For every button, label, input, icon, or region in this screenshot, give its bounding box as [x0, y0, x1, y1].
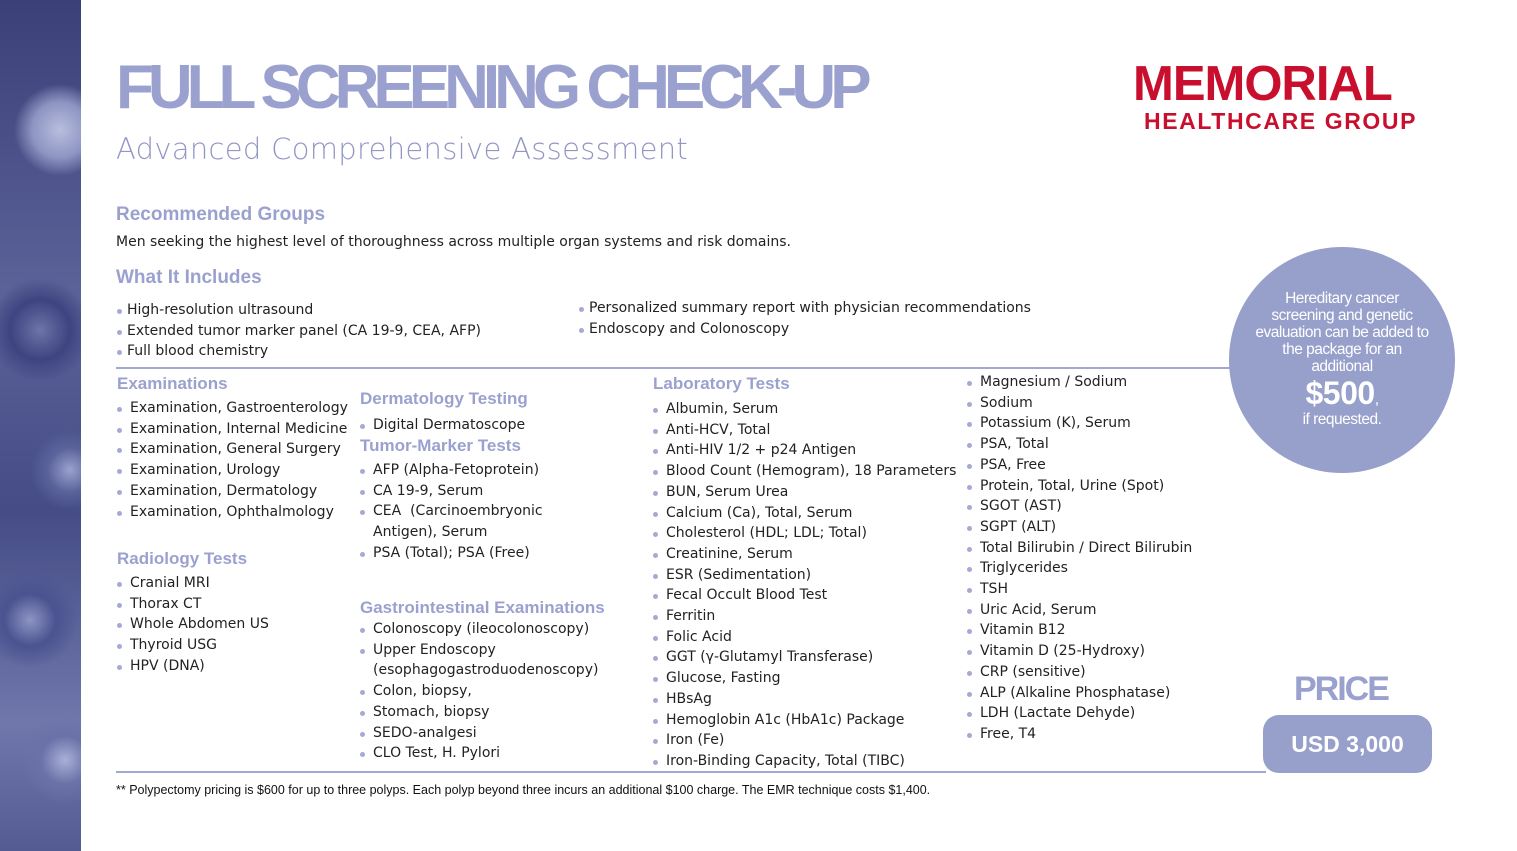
- list-item: Fecal Occult Blood Test: [652, 585, 956, 606]
- list-item: HPV (DNA): [116, 656, 269, 677]
- list-item: Examination, Ophthalmology: [116, 502, 348, 523]
- list-item: PSA (Total); PSA (Free): [359, 543, 543, 564]
- list-item: Vitamin B12: [966, 620, 1192, 641]
- list-item: Sodium: [966, 393, 1192, 414]
- list-item: Protein, Total, Urine (Spot): [966, 476, 1192, 497]
- decorative-cell-image-strip: [0, 0, 81, 851]
- gastro-heading: Gastrointestinal Examinations: [360, 598, 605, 617]
- list-item: ALP (Alkaline Phosphatase): [966, 683, 1192, 704]
- list-item: LDH (Lactate Dehyde): [966, 703, 1192, 724]
- list-item: CA 19-9, Serum: [359, 481, 543, 502]
- dermatology-list: [359, 415, 525, 436]
- list-item: Cholesterol (HDL; LDL; Total): [652, 523, 956, 544]
- list-item: High-resolution ultrasound: [116, 300, 481, 321]
- list-item: Creatinine, Serum: [652, 544, 956, 565]
- list-item: Upper Endoscopy (esophagogastroduodenoscopy): [359, 640, 598, 681]
- list-item: PSA, Free: [966, 455, 1192, 476]
- list-item: GGT (γ-Glutamyl Transferase): [652, 647, 956, 668]
- includes-list-right: [578, 298, 1031, 339]
- list-item: Hemoglobin A1c (HbA1c) Package: [652, 710, 956, 731]
- list-item: AFP (Alpha-Fetoprotein): [359, 460, 543, 481]
- lab-list-col1: [652, 399, 956, 772]
- list-item: ESR (Sedimentation): [652, 565, 956, 586]
- list-item: TSH: [966, 579, 1192, 600]
- list-item: Triglycerides: [966, 558, 1192, 579]
- lab-heading: Laboratory Tests: [653, 374, 790, 393]
- divider-top: [116, 367, 1236, 369]
- list-item: Ferritin: [652, 606, 956, 627]
- tumor-marker-list: [359, 460, 543, 564]
- list-item: Full blood chemistry: [116, 341, 481, 362]
- list-item: Albumin, Serum: [652, 399, 956, 420]
- list-item: Examination, Internal Medicine: [116, 419, 348, 440]
- price-value-badge: USD 3,000: [1263, 715, 1432, 773]
- list-item: Thorax CT: [116, 594, 269, 615]
- addon-text: Hereditary cancer screening and genetic evaluation can be added to the package for an additional: [1255, 290, 1429, 375]
- list-item: Stomach, biopsy: [359, 702, 598, 723]
- logo-name: MEMORIAL: [1133, 57, 1392, 111]
- tumor-marker-heading: Tumor-Marker Tests: [360, 436, 521, 455]
- page-subtitle: Advanced Comprehensive Assessment: [116, 132, 689, 166]
- list-item: Magnesium / Sodium: [966, 372, 1192, 393]
- examinations-list: [116, 398, 348, 522]
- list-item: Iron-Binding Capacity, Total (TIBC): [652, 751, 956, 772]
- list-item: Examination, Gastroenterology: [116, 398, 348, 419]
- examinations-heading: Examinations: [117, 374, 228, 393]
- addon-suffix: ,: [1374, 391, 1379, 408]
- list-item: CEA (Carcinoembryonic Antigen), Serum: [359, 501, 543, 542]
- list-item: Vitamin D (25-Hydroxy): [966, 641, 1192, 662]
- list-item: Colon, biopsy,: [359, 681, 598, 702]
- list-item: SGOT (AST): [966, 496, 1192, 517]
- list-item: Iron (Fe): [652, 730, 956, 751]
- list-item: HBsAg: [652, 689, 956, 710]
- includes-heading: What It Includes: [116, 267, 262, 288]
- list-item: Folic Acid: [652, 627, 956, 648]
- list-item: Cranial MRI: [116, 573, 269, 594]
- list-item: Examination, Dermatology: [116, 481, 348, 502]
- recommended-text: Men seeking the highest level of thoroughness across multiple organ systems and risk domains.: [116, 234, 791, 250]
- price-label: PRICE: [1294, 670, 1388, 708]
- list-item: BUN, Serum Urea: [652, 482, 956, 503]
- list-item: Anti-HIV 1/2 + p24 Antigen: [652, 440, 956, 461]
- list-item: Digital Dermatoscope: [359, 415, 525, 436]
- list-item: CRP (sensitive): [966, 662, 1192, 683]
- list-item: Total Bilirubin / Direct Bilirubin: [966, 538, 1192, 559]
- dermatology-heading: Dermatology Testing: [360, 389, 528, 408]
- list-item: Endoscopy and Colonoscopy: [578, 319, 1031, 340]
- list-item: Extended tumor marker panel (CA 19-9, CEA, AFP): [116, 321, 481, 342]
- list-item: Calcium (Ca), Total, Serum: [652, 503, 956, 524]
- includes-list-left: [116, 300, 481, 362]
- list-item: Examination, General Surgery: [116, 439, 348, 460]
- divider-bottom: [116, 771, 1266, 773]
- list-item: Blood Count (Hemogram), 18 Parameters: [652, 461, 956, 482]
- list-item: Personalized summary report with physician recommendations: [578, 298, 1031, 319]
- list-item: Free, T4: [966, 724, 1192, 745]
- addon-amount: $500: [1305, 375, 1375, 411]
- list-item: Uric Acid, Serum: [966, 600, 1192, 621]
- list-item: Thyroid USG: [116, 635, 269, 656]
- list-item: Glucose, Fasting: [652, 668, 956, 689]
- lab-list-col2: [966, 372, 1192, 745]
- page-title: FULL SCREENING CHECK-UP: [116, 53, 866, 122]
- list-item: Whole Abdomen US: [116, 614, 269, 635]
- footnote: ** Polypectomy pricing is $600 for up to three polyps. Each polyp beyond three incurs an additional $100 charge. The EMR technique costs $1,400.: [116, 783, 931, 797]
- list-item: Colonoscopy (ileocolonoscopy): [359, 619, 598, 640]
- radiology-list: [116, 573, 269, 677]
- genetic-addon-badge: [1229, 247, 1455, 473]
- gastro-list: [359, 619, 598, 764]
- addon-tail: if requested.: [1302, 411, 1382, 428]
- list-item: PSA, Total: [966, 434, 1192, 455]
- list-item: Anti-HCV, Total: [652, 420, 956, 441]
- radiology-heading: Radiology Tests: [117, 549, 248, 568]
- list-item: SGPT (ALT): [966, 517, 1192, 538]
- logo-tagline: HEALTHCARE GROUP: [1144, 108, 1418, 134]
- list-item: Potassium (K), Serum: [966, 413, 1192, 434]
- recommended-heading: Recommended Groups: [116, 204, 326, 225]
- list-item: CLO Test, H. Pylori: [359, 743, 598, 764]
- list-item: SEDO-analgesi: [359, 723, 598, 744]
- list-item: Examination, Urology: [116, 460, 348, 481]
